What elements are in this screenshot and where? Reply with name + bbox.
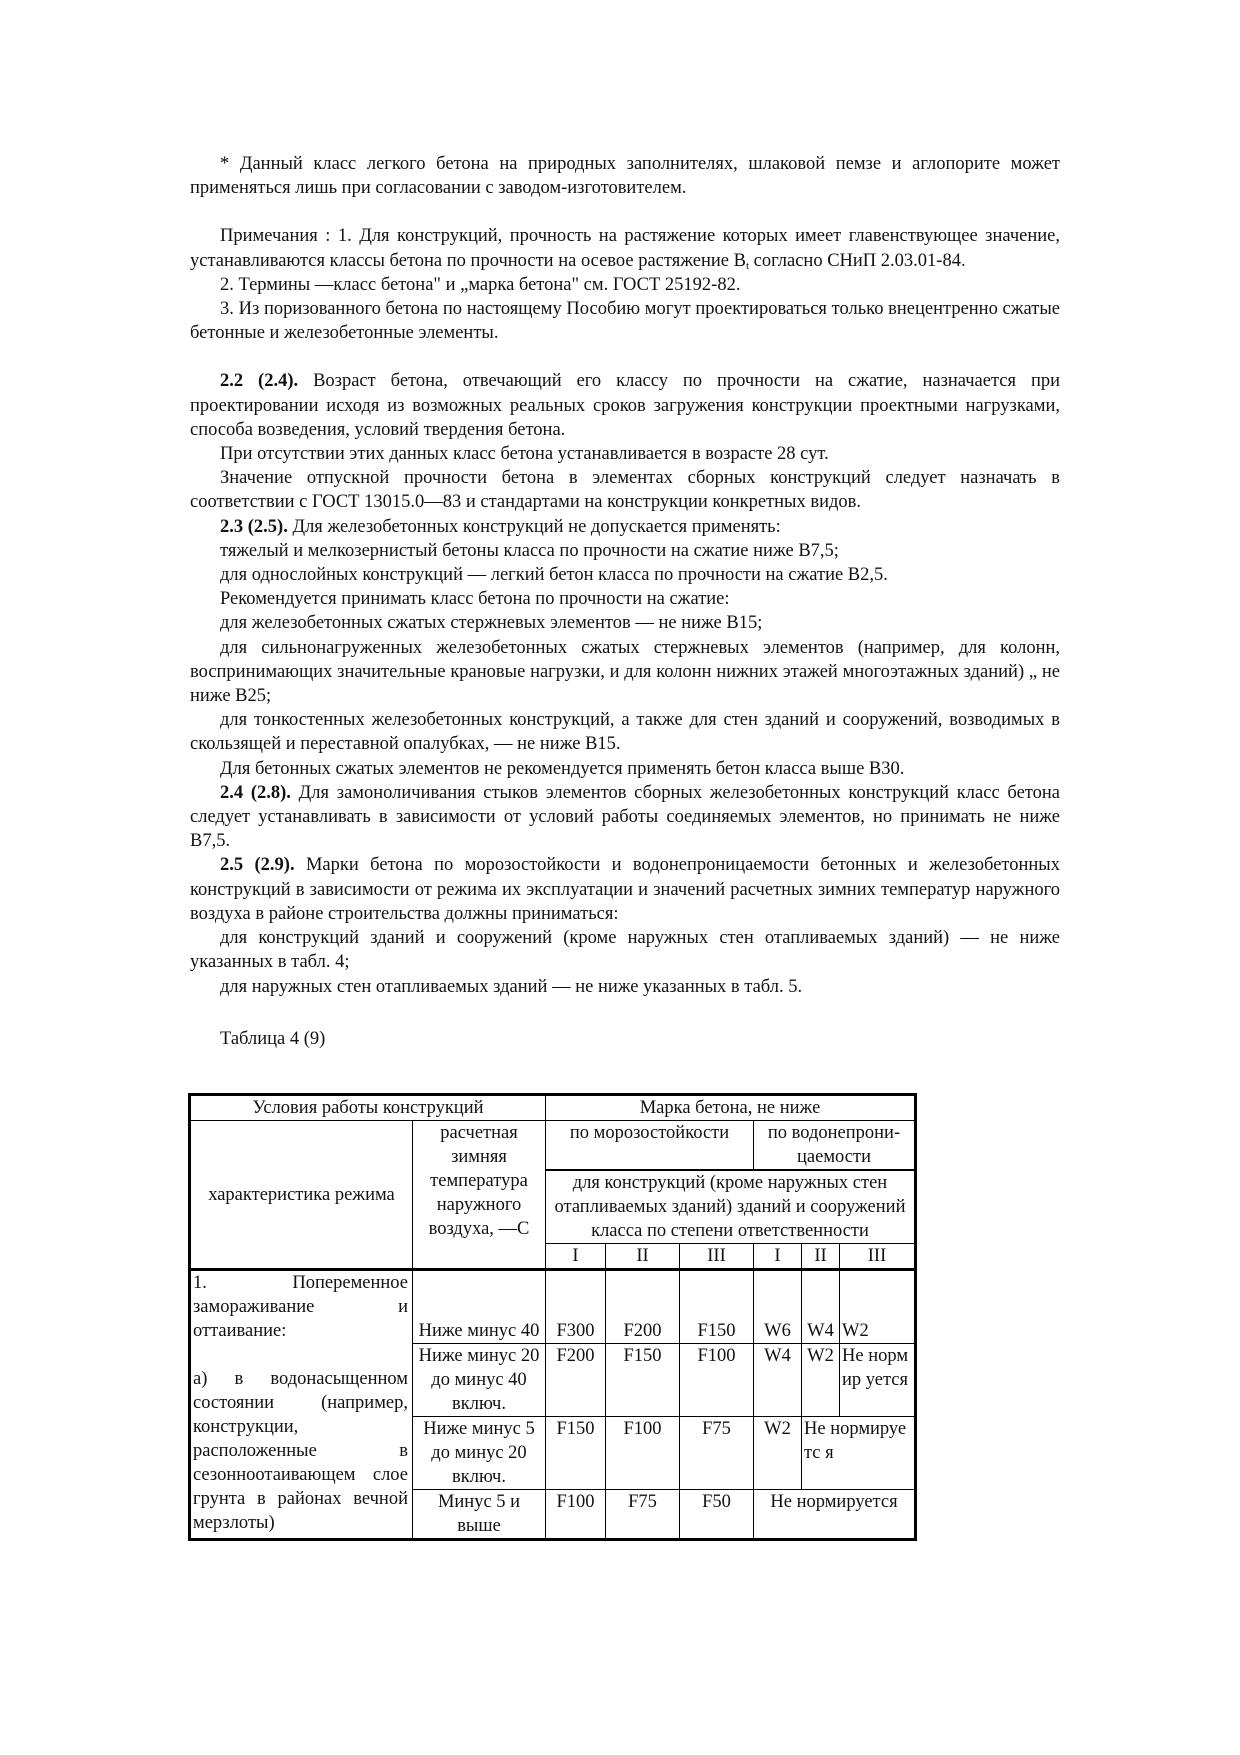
- section-2-3-p5: для железобетонных сжатых стержневых элементов — не ниже В15;: [220, 613, 763, 634]
- section-2-3-p3: для однослойных конструкций — легкий бетон класса по прочности на сжатие В2,5.: [220, 565, 888, 586]
- note-1-subscript: t: [745, 259, 750, 272]
- row3-f3: F75: [680, 1417, 754, 1490]
- class-water-3: III: [840, 1244, 916, 1270]
- regime-1a: а) в водонасыщенном состоянии (например, конструкции, расположенные в сезонноотаивающем слое грунта в районах вечной мерзлоты): [193, 1369, 408, 1533]
- row1-w1: W6: [754, 1270, 802, 1344]
- section-2-5: [190, 853, 1060, 926]
- section-2-5-p2: для конструкций зданий и сооружений (кроме наружных стен отапливаемых зданий) ― не ниже указанных в табл. 4;: [190, 928, 1060, 973]
- row3-f2: F100: [606, 1417, 680, 1490]
- section-2-3-text: Для железобетонных конструкций не допускается применять:: [287, 516, 781, 537]
- row1-f1: F300: [546, 1270, 606, 1344]
- row3-w1: W2: [754, 1417, 802, 1490]
- class-water-2: II: [802, 1244, 840, 1270]
- section-2-5-number: 2.5 (2.9).: [220, 855, 295, 876]
- document-body: [190, 152, 1060, 1051]
- section-2-3: [190, 515, 1060, 539]
- section-2-4: [190, 781, 1060, 854]
- row4-w-all: Не нормируется: [754, 1490, 916, 1540]
- row2-w3: Не нормир уется: [840, 1344, 916, 1417]
- row1-f3: F150: [680, 1270, 754, 1344]
- regime-1: 1. Попеременное замораживание и оттаивание:: [193, 1273, 408, 1341]
- row1-f2: F200: [606, 1270, 680, 1344]
- note-1: [190, 224, 1060, 272]
- table-caption: Таблица 4 (9): [220, 1028, 326, 1049]
- section-2-2-p3: Значение отпускной прочности бетона в элементах сборных конструкций следует назначать в соответствии с ГОСТ 13015.0—83 и стандартами на конструкции конкретных видов.: [190, 468, 1060, 513]
- footnote: * Данный класс легкого бетона на природных заполнителях, шлаковой пемзе и аглопорите может применяться лишь при согласовании с заводом-изготовителем.: [190, 154, 1060, 199]
- row2-f2: F150: [606, 1344, 680, 1417]
- row4-f3: F50: [680, 1490, 754, 1540]
- section-2-4-number: 2.4 (2.8).: [220, 782, 291, 803]
- row3-f1: F150: [546, 1417, 606, 1490]
- header-regime: характеристика режима: [190, 1121, 413, 1270]
- class-frost-3: III: [680, 1244, 754, 1270]
- section-2-3-p2: тяжелый и мелкозернистый бетоны класса по прочности на сжатие ниже В7,5;: [220, 540, 839, 561]
- row4-temperature: Минус 5 и выше: [413, 1490, 546, 1540]
- header-conditions: Условия работы конструкций: [190, 1095, 546, 1121]
- row1-temperature: Ниже минус 40: [413, 1270, 546, 1344]
- section-2-3-p4: Рекомендуется принимать класс бетона по прочности на сжатие:: [220, 589, 730, 610]
- header-temperature: расчетная зимняя температура наружного воздуха, ―С: [413, 1121, 546, 1270]
- section-2-3-p7: для тонкостенных железобетонных конструкций, а также для стен зданий и сооружений, возводимых в скользящей и переставной опалубках, — не ниже В15.: [190, 710, 1060, 755]
- section-2-5-text: Марки бетона по морозостойкости и водонепроницаемости бетонных и железобетонных конструкций в зависимости от режима их эксплуатации и значений расчетных зимних температур наружного воздуха в районе строительства должны приниматься:: [190, 855, 1060, 924]
- header-grade: Марка бетона, не ниже: [546, 1095, 916, 1121]
- row2-f3: F100: [680, 1344, 754, 1417]
- section-2-3-p6: для сильнонагруженных железобетонных сжатых стержневых элементов (например, для колонн, воспринимающих значительные крановые нагрузки, и для колонн нижних этажей многоэтажных зданий) „ не ниже В25;: [190, 637, 1060, 707]
- section-2-2-number: 2.2 (2.4).: [220, 371, 299, 392]
- row2-temperature: Ниже минус 20 до минус 40 включ.: [413, 1344, 546, 1417]
- row2-w1: W4: [754, 1344, 802, 1417]
- header-frost: по морозостойкости: [546, 1121, 754, 1171]
- note-2: 2. Термины ―класс бетона" и „марка бетона" см. ГОСТ 25192-82.: [220, 274, 741, 295]
- row4-f2: F75: [606, 1490, 680, 1540]
- row4-f1: F100: [546, 1490, 606, 1540]
- class-frost-2: II: [606, 1244, 680, 1270]
- note-1-text-end: согласно СНиП 2.03.01-84.: [749, 250, 966, 271]
- section-2-2: [190, 369, 1060, 442]
- section-2-3-number: 2.3 (2.5).: [220, 516, 288, 537]
- section-2-4-text: Для замоноличивания стыков элементов сборных железобетонных конструкций класс бетона следует устанавливать в зависимости от условий работы соединяемых элементов, но принимать не ниже В7,5.: [190, 782, 1060, 852]
- row1-w2: W4: [802, 1270, 840, 1344]
- class-frost-1: I: [546, 1244, 606, 1270]
- class-water-1: I: [754, 1244, 802, 1270]
- row3-w23: Не нормируетс я: [802, 1417, 916, 1490]
- section-2-2-p2: При отсутствии этих данных класс бетона устанавливается в возрасте 28 сут.: [220, 444, 829, 465]
- header-water: по водонепрони-цаемости: [754, 1121, 916, 1171]
- row3-temperature: Ниже минус 5 до минус 20 включ.: [413, 1417, 546, 1490]
- row2-f1: F200: [546, 1344, 606, 1417]
- section-2-2-text: Возраст бетона, отвечающий его классу по прочности на сжатие, назначается при проектировании исходя из возможных реальных сроков загружения конструкции проектными нагрузками, способа возведения, условий твердения бетона.: [190, 371, 1060, 440]
- note-3: 3. Из поризованного бетона по настоящему Пособию могут проектироваться только внецентренно сжатые бетонные и железобетонные элементы.: [190, 299, 1060, 344]
- regime-cell: [190, 1270, 413, 1540]
- row2-w2: W2: [802, 1344, 840, 1417]
- row1-w3: W2: [840, 1270, 916, 1344]
- note-1-text: Примечания : 1. Для конструкций, прочность на растяжение которых имеет главенствующее значение, устанавливаются классы бетона по прочности на осевое растяжение B: [190, 226, 1060, 271]
- header-for-constructions: для конструкций (кроме наружных стен отапливаемых зданий) зданий и сооружений класса по степени ответственности: [546, 1170, 916, 1244]
- table-4: [188, 1093, 917, 1541]
- section-2-5-p3: для наружных стен отапливаемых зданий ― не ниже указанных в табл. 5.: [220, 976, 803, 997]
- section-2-3-p8: Для бетонных сжатых элементов не рекомендуется применять бетон класса выше В30.: [220, 758, 905, 779]
